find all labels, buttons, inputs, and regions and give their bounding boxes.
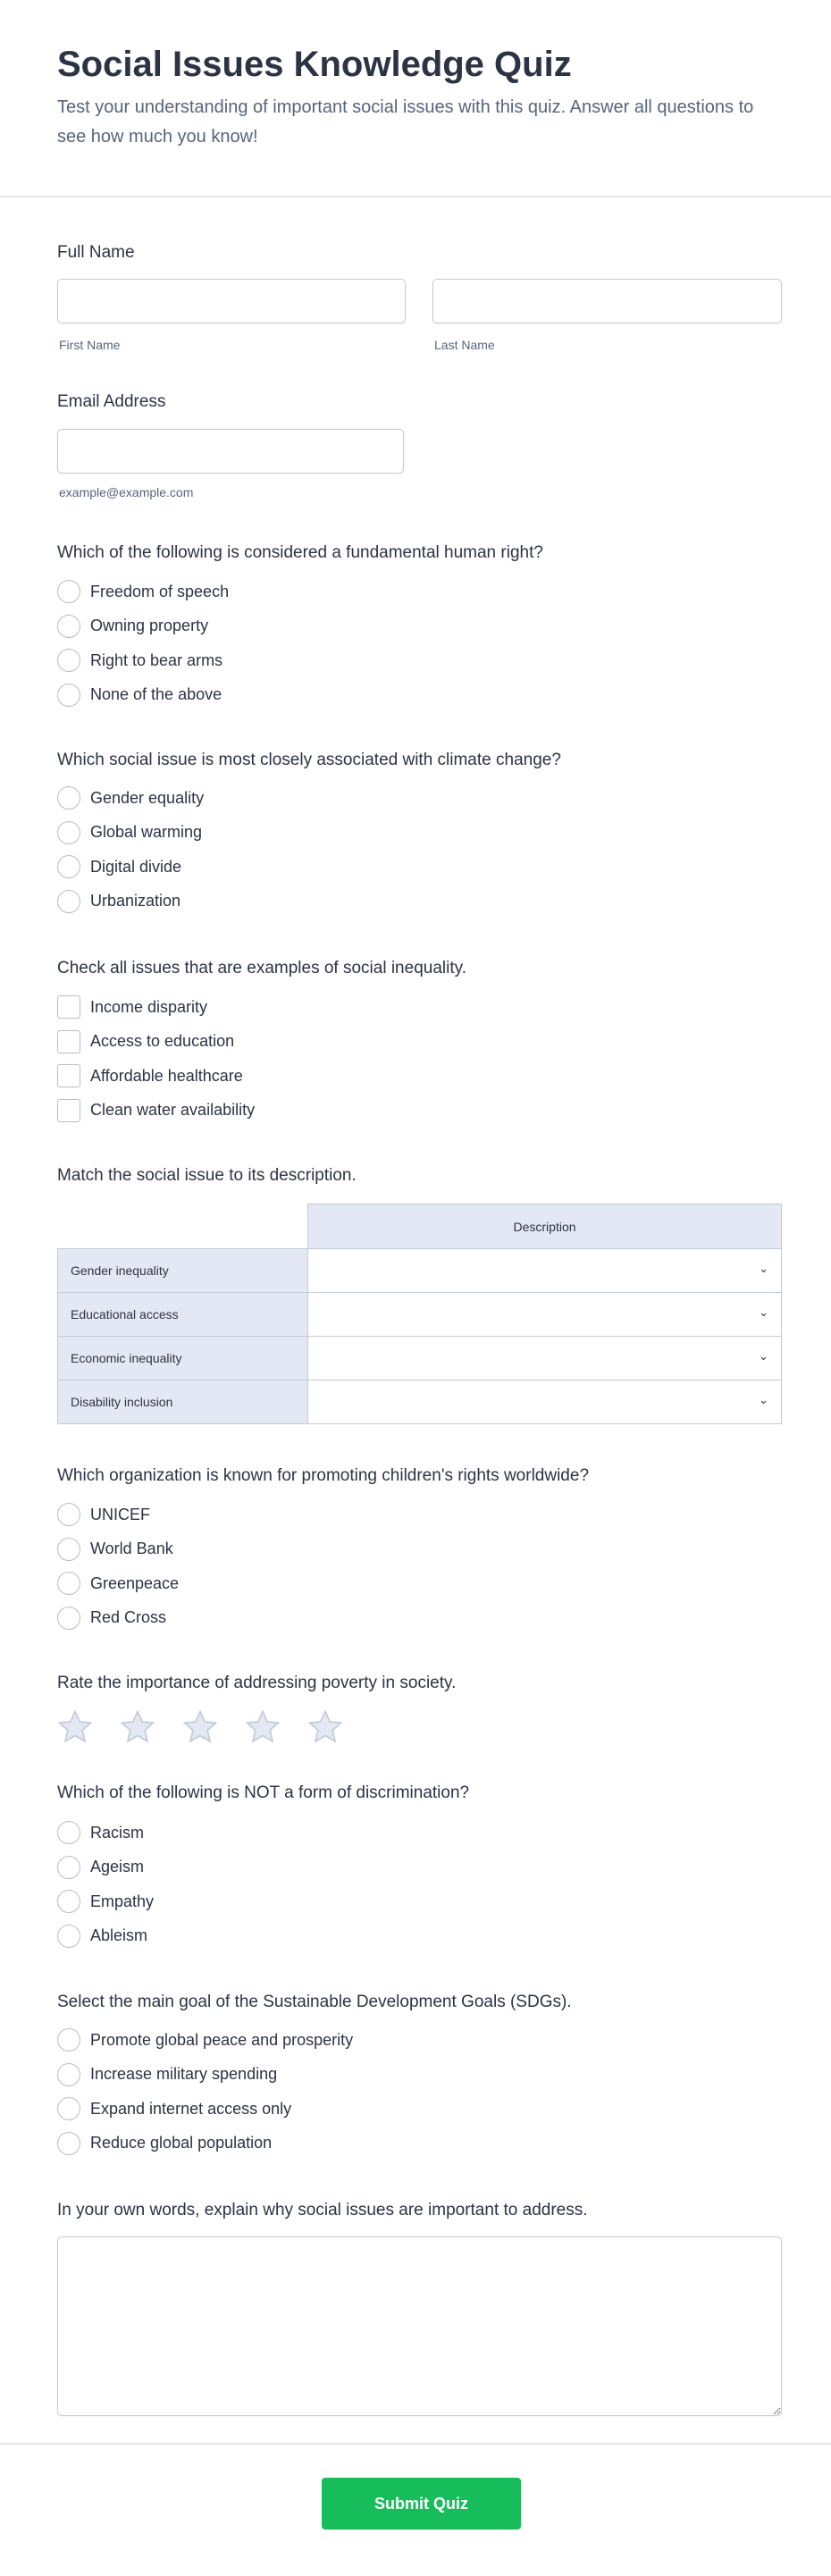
matrix-row (58, 1337, 782, 1380)
star-icon[interactable] (182, 1709, 218, 1745)
checkbox[interactable] (57, 995, 80, 1019)
q2-option[interactable] (57, 850, 204, 885)
option-label: Ageism (90, 1858, 145, 1876)
option-label: Income disparity (90, 997, 208, 1016)
matching-matrix (57, 1204, 782, 1424)
email-sublabel: example@example.com (59, 485, 194, 499)
radio-button[interactable] (57, 2097, 80, 2120)
option-label: Owning property (90, 617, 209, 635)
page-subtitle: Test your understanding of important social issues with this quiz. Answer all questions to see how much you know! (57, 97, 754, 147)
radio-button[interactable] (57, 855, 80, 878)
q8-label: Select the main goal of the Sustainable Development Goals (SDGs). (57, 1993, 572, 2011)
q7-option[interactable] (57, 1919, 154, 1954)
matrix-row-label: Gender inequality (58, 1249, 308, 1293)
option-label: Global warming (90, 823, 203, 842)
q1-option[interactable] (57, 575, 229, 609)
q3-option[interactable] (57, 990, 255, 1025)
option-label: Right to bear arms (90, 650, 223, 669)
option-label: Expand internet access only (90, 2099, 292, 2118)
last-name-input[interactable] (432, 279, 782, 323)
star-icon[interactable] (307, 1709, 343, 1745)
description-select[interactable] (308, 1249, 782, 1293)
q1-label: Which of the following is considered a fundamental human right? (57, 543, 543, 562)
option-label: Ableism (90, 1926, 148, 1945)
matrix-row-label: Disability inclusion (58, 1380, 308, 1424)
page-title: Social Issues Knowledge Quiz (57, 45, 572, 84)
q2-option[interactable] (57, 885, 204, 919)
q3-label: Check all issues that are examples of social inequality. (57, 959, 466, 978)
q2-option[interactable] (57, 816, 204, 851)
q1-options (57, 575, 229, 712)
matrix-row-label: Educational access (58, 1293, 308, 1337)
submit-button[interactable]: Submit Quiz (322, 2478, 521, 2530)
full-name-label: Full Name (57, 243, 135, 262)
email-input[interactable] (57, 429, 404, 474)
option-label: Digital divide (90, 857, 182, 876)
last-name-sublabel: Last Name (434, 338, 495, 352)
answer-textarea[interactable] (57, 2236, 782, 2416)
description-select[interactable] (308, 1380, 782, 1424)
matrix-corner (58, 1204, 308, 1249)
option-label: Greenpeace (90, 1573, 180, 1592)
q4-label: Match the social issue to its description. (57, 1166, 357, 1185)
option-label: Affordable healthcare (90, 1066, 243, 1085)
q1-option[interactable] (57, 643, 229, 678)
radio-button[interactable] (57, 2132, 80, 2155)
option-label: Gender equality (90, 788, 205, 807)
first-name-sublabel: First Name (59, 338, 121, 352)
option-label: Freedom of speech (90, 582, 230, 600)
checkbox[interactable] (57, 1030, 80, 1053)
q7-option[interactable] (57, 1884, 154, 1919)
q3-option[interactable] (57, 1059, 255, 1094)
star-icon[interactable] (245, 1709, 281, 1745)
radio-button[interactable] (57, 2063, 80, 2086)
matrix-row (58, 1249, 782, 1293)
q7-option[interactable] (57, 1850, 154, 1885)
radio-button[interactable] (57, 1503, 80, 1526)
radio-button[interactable] (57, 1538, 80, 1561)
star-icon[interactable] (120, 1709, 155, 1745)
star-icon[interactable] (57, 1709, 93, 1745)
star-rating (57, 1709, 343, 1745)
q2-option[interactable] (57, 781, 204, 816)
option-label: Urbanization (90, 892, 181, 910)
matrix-row (58, 1380, 782, 1424)
matrix-row (58, 1293, 782, 1337)
q3-options (57, 990, 255, 1128)
q8-option[interactable] (57, 2092, 353, 2127)
q5-option[interactable] (57, 1498, 179, 1532)
q8-option[interactable] (57, 2127, 353, 2161)
q3-option[interactable] (57, 1094, 255, 1129)
q5-options (57, 1498, 179, 1635)
radio-button[interactable] (57, 615, 80, 638)
radio-button[interactable] (57, 786, 80, 810)
first-name-input[interactable] (57, 279, 406, 323)
radio-button[interactable] (57, 684, 80, 707)
radio-button[interactable] (57, 1572, 80, 1595)
description-select[interactable] (308, 1337, 782, 1380)
option-label: World Bank (90, 1540, 173, 1558)
radio-button[interactable] (57, 580, 80, 603)
matrix-row-label: Economic inequality (58, 1337, 308, 1380)
option-label: Reduce global population (90, 2134, 273, 2152)
option-label: Access to education (90, 1032, 235, 1051)
option-label: Increase military spending (90, 2065, 278, 2084)
q5-option[interactable] (57, 1566, 179, 1601)
q1-option[interactable] (57, 609, 229, 644)
checkbox[interactable] (57, 1099, 80, 1122)
option-label: Red Cross (90, 1608, 167, 1627)
q8-options (57, 2023, 353, 2161)
option-label: Empathy (90, 1892, 155, 1910)
option-label: Promote global peace and prosperity (90, 2030, 354, 2049)
header-divider (0, 196, 831, 197)
q6-label: Rate the importance of addressing poverty in society. (57, 1674, 457, 1692)
radio-button[interactable] (57, 1607, 80, 1630)
description-select[interactable] (308, 1293, 782, 1337)
option-label: Clean water availability (90, 1101, 256, 1120)
radio-button[interactable] (57, 649, 80, 672)
matrix-column-header: Description (308, 1204, 782, 1249)
radio-button[interactable] (57, 1821, 80, 1844)
q5-label: Which organization is known for promoting children's rights worldwide? (57, 1466, 590, 1485)
chevron-down-icon: ⌄ (759, 1305, 768, 1319)
footer-divider (0, 2443, 831, 2445)
email-label: Email Address (57, 392, 166, 411)
radio-button[interactable] (57, 1925, 80, 1948)
q8-option[interactable] (57, 2058, 353, 2093)
q9-label: In your own words, explain why social issues are important to address. (57, 2201, 588, 2219)
q1-option[interactable] (57, 678, 229, 713)
q2-label: Which social issue is most closely associated with climate change? (57, 751, 561, 769)
option-label: None of the above (90, 685, 222, 704)
chevron-down-icon: ⌄ (759, 1262, 768, 1275)
radio-button[interactable] (57, 1890, 80, 1913)
radio-button[interactable] (57, 821, 80, 844)
option-label: Racism (90, 1823, 145, 1842)
radio-button[interactable] (57, 2028, 80, 2052)
q7-options (57, 1816, 154, 1953)
checkbox[interactable] (57, 1064, 80, 1087)
chevron-down-icon: ⌄ (759, 1349, 768, 1363)
q2-options (57, 781, 204, 919)
radio-button[interactable] (57, 1856, 80, 1879)
radio-button[interactable] (57, 890, 80, 913)
q7-label: Which of the following is NOT a form of discrimination? (57, 1783, 470, 1802)
q5-option[interactable] (57, 1601, 179, 1636)
chevron-down-icon: ⌄ (759, 1393, 768, 1406)
q3-option[interactable] (57, 1025, 255, 1060)
q8-option[interactable] (57, 2023, 353, 2058)
q5-option[interactable] (57, 1532, 179, 1567)
q7-option[interactable] (57, 1816, 154, 1850)
option-label: UNICEF (90, 1505, 150, 1523)
